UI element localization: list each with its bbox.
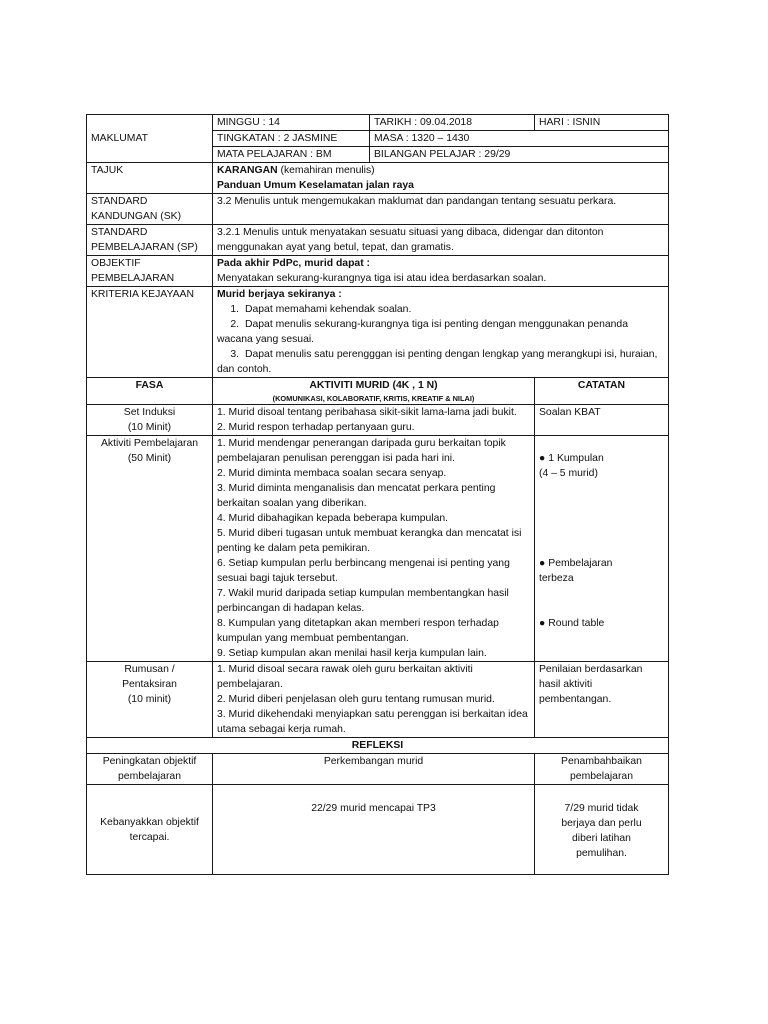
catatan-note-pembelajaran: ● Pembelajaran (539, 558, 613, 569)
activity-item: 1. Murid disoal secara rawak oleh guru berkaitan aktiviti pembelajaran. (217, 664, 473, 690)
refleksi-col2-value: 22/29 murid mencapai TP3 (213, 785, 535, 875)
objektif-label-line1: OBJEKTIF (91, 258, 141, 269)
refleksi-title: REFLEKSI (87, 738, 669, 754)
kriteria-content (213, 287, 669, 378)
maklumat-label: MAKLUMAT (87, 115, 213, 163)
aktiviti-pembelajaran-activities (213, 436, 535, 662)
tajuk-label: TAJUK (87, 163, 213, 194)
mata-pelajaran-cell: MATA PELAJARAN : BM (213, 147, 370, 163)
catatan-note-pembelajaran-2: terbeza (539, 573, 574, 584)
set-induksi-fasa-line1: Set Induksi (123, 407, 176, 418)
catatan-note-kumpulan-size: (4 – 5 murid) (539, 468, 598, 479)
activity-item: 3. Murid dikehendaki menyiapkan satu perenggan isi berkaitan idea utama sebagai kerja rumah. (217, 709, 528, 735)
bullet-icon: ● (539, 453, 546, 464)
tarikh-cell: TARIKH : 09.04.2018 (370, 115, 535, 131)
objektif-row (87, 256, 669, 287)
sk-text: 3.2 Menulis untuk mengemukakan maklumat dan pandangan tentang sesuatu perkara. (213, 194, 669, 225)
activity-item: 8. Kumpulan yang ditetapkan akan memberi respon terhadap kumpulan yang membuat pembentangan. (217, 618, 499, 644)
sk-label-line2: KANDUNGAN (SK) (91, 211, 182, 222)
refleksi-head-row (87, 754, 669, 785)
tajuk-title-bold: KARANGAN (217, 165, 278, 176)
aktiviti-pembelajaran-row (87, 436, 669, 662)
tajuk-title-rest: (kemahiran menulis) (277, 165, 375, 176)
phase-header-row (87, 378, 669, 405)
sp-label-line2: PEMBELAJARAN (SP) (91, 242, 198, 253)
refleksi-col3-head: Penambahbaikan pembelajaran (535, 754, 669, 785)
aktiviti-pembelajaran-catatan (535, 436, 669, 662)
objektif-content (213, 256, 669, 287)
tajuk-content (213, 163, 669, 194)
activity-item: 2. Murid diberi penjelasan oleh guru tentang rumusan murid. (217, 694, 495, 705)
tingkatan-cell: TINGKATAN : 2 JASMINE (213, 131, 370, 147)
activity-item: 2. Murid respon terhadap pertanyaan guru. (217, 422, 415, 433)
sp-text: 3.2.1 Menulis untuk menyatakan sesuatu situasi yang dibaca, didengar dan ditonton menggunakan ayat yang betul, tepat, dan gramatis. (213, 225, 669, 256)
set-induksi-fasa-line2: (10 Minit) (127, 422, 172, 433)
rumusan-fasa (87, 662, 213, 738)
set-induksi-catatan: Soalan KBAT (535, 405, 669, 436)
rumusan-activities (213, 662, 535, 738)
maklumat-row-1 (87, 115, 669, 131)
bullet-icon: ● (539, 558, 546, 569)
set-induksi-fasa (87, 405, 213, 436)
activity-item: 5. Murid diberi tugasan untuk membuat kerangka dan mencatat isi penting ke dalam peta pemikiran. (217, 528, 522, 554)
activity-item: 9. Setiap kumpulan akan menilai hasil kerja kumpulan lain. (217, 648, 487, 659)
sk-label (87, 194, 213, 225)
rumusan-fasa-line1: Rumusan / (124, 664, 175, 675)
kriteria-item: 3. Dapat menulis satu perengggan isi penting dengan lengkap yang merangkupi isi, huraian, dan contoh. (217, 349, 658, 375)
kriteria-label: KRITERIA KEJAYAAN (87, 287, 213, 378)
fasa-header: FASA (87, 378, 213, 405)
refleksi-value-row (87, 785, 669, 875)
masa-cell: MASA : 1320 – 1430 (370, 131, 669, 147)
objektif-label (87, 256, 213, 287)
aktiviti-header-subtitle: (KOMUNIKASI, KOLABORATIF, KRITIS, KREATIF & NILAI) (272, 394, 475, 403)
catatan-note-round-table: ● Round table (539, 618, 605, 629)
minggu-cell: MINGGU : 14 (213, 115, 370, 131)
aktiviti-header (213, 378, 535, 405)
kriteria-item: 1. Dapat memahami kehendak soalan. (230, 304, 412, 315)
activity-item: 1. Murid mendengar penerangan daripada guru berkaitan topik pembelajaran penulisan perenggan isi pada hari ini. (217, 438, 506, 464)
sp-label (87, 225, 213, 256)
tajuk-row (87, 163, 669, 194)
rumusan-catatan: Penilaian berdasarkan hasil aktiviti pembentangan. (535, 662, 669, 738)
kriteria-item: 2. Dapat menulis sekurang-kurangnya tiga isi penting dengan menggunakan penanda wacana yang sesuai. (217, 319, 628, 345)
activity-item: 1. Murid disoal tentang peribahasa sikit-sikit lama-lama jadi bukit. (217, 407, 517, 418)
sp-label-line1: STANDARD (91, 227, 148, 238)
lesson-plan-table (86, 114, 669, 875)
catatan-header: CATATAN (535, 378, 669, 405)
activity-item: 7. Wakil murid daripada setiap kumpulan membentangkan hasil perbincangan di hadapan kelas. (217, 588, 509, 614)
aktiviti-pembelajaran-fasa-line2: (50 Minit) (127, 453, 172, 464)
refleksi-title-row (87, 738, 669, 754)
hari-cell: HARI : ISNIN (535, 115, 669, 131)
activity-item: 3. Murid diminta menganalisis dan mencatat perkara penting berkaitan soalan yang diberikan. (217, 483, 496, 509)
refleksi-col1-value: Kebanyakkan objektif tercapai. (87, 785, 213, 875)
objektif-heading: Pada akhir PdPc, murid dapat : (217, 258, 371, 269)
aktiviti-pembelajaran-fasa (87, 436, 213, 662)
objektif-label-line2: PEMBELAJARAN (91, 273, 175, 284)
sk-row (87, 194, 669, 225)
kriteria-heading: Murid berjaya sekiranya : (217, 289, 342, 300)
bilangan-pelajar-cell: BILANGAN PELAJAR : 29/29 (370, 147, 669, 163)
activity-item: 4. Murid dibahagikan kepada beberapa kumpulan. (217, 513, 449, 524)
objektif-text: Menyatakan sekurang-kurangnya tiga isi atau idea berdasarkan soalan. (217, 273, 547, 284)
set-induksi-row (87, 405, 669, 436)
aktiviti-pembelajaran-fasa-line1: Aktiviti Pembelajaran (100, 438, 199, 449)
rumusan-fasa-line2: Pentaksiran (122, 679, 177, 690)
refleksi-col1-head: Peningkatan objektif pembelajaran (87, 754, 213, 785)
tajuk-subtitle: Panduan Umum Keselamatan jalan raya (217, 180, 414, 191)
refleksi-col2-head: Perkembangan murid (213, 754, 535, 785)
sp-row (87, 225, 669, 256)
bullet-icon: ● (539, 618, 546, 629)
kriteria-row (87, 287, 669, 378)
sk-label-line1: STANDARD (91, 196, 148, 207)
rumusan-fasa-line3: (10 minit) (127, 694, 172, 705)
aktiviti-header-title: AKTIVITI MURID (4K , 1 N) (309, 380, 438, 391)
catatan-note-kumpulan: ● 1 Kumpulan (539, 453, 604, 464)
activity-item: 2. Murid diminta membaca soalan secara senyap. (217, 468, 447, 479)
refleksi-col3-value: 7/29 murid tidak berjaya dan perlu diberi latihan pemulihan. (535, 785, 669, 875)
set-induksi-activities (213, 405, 535, 436)
activity-item: 6. Setiap kumpulan perlu berbincang mengenai isi penting yang sesuai bagi tajuk tersebut. (217, 558, 510, 584)
rumusan-row (87, 662, 669, 738)
